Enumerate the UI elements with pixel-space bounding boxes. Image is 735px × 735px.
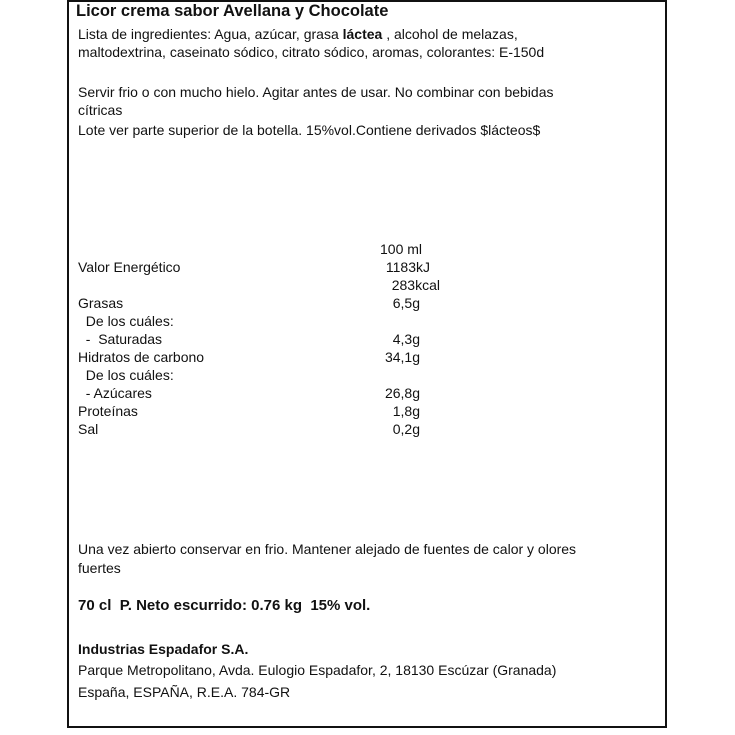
nutrition-value: 1,8g xyxy=(392,403,420,419)
nutrition-label: De los cuáles: xyxy=(78,367,174,383)
nutrition-header: 100 ml xyxy=(380,241,423,257)
nutrition-label: De los cuáles: xyxy=(78,313,174,329)
nutrition-label: Sal xyxy=(78,421,99,437)
product-title: Licor crema sabor Avellana y Chocolate xyxy=(76,2,389,20)
nutrition-value: 283kcal xyxy=(391,277,440,293)
nutrition-label: - Saturadas xyxy=(78,331,163,347)
storage-line-2: fuertes xyxy=(78,560,121,576)
company-name: Industrias Espadafor S.A. xyxy=(78,641,249,657)
nutrition-label: Proteínas xyxy=(78,403,138,419)
nutrition-value: 34,1g xyxy=(384,349,420,365)
storage-line-1: Una vez abierto conservar en frio. Mantener alejado de fuentes de calor y olores xyxy=(78,541,577,557)
nutrition-label: Grasas xyxy=(78,295,124,311)
nutrition-value: 26,8g xyxy=(384,385,420,401)
company-country: España, ESPAÑA, R.E.A. 784-GR xyxy=(78,684,291,700)
usage-line-3: Lote ver parte superior de la botella. 15%vol.Contiene derivados $lácteos$ xyxy=(78,122,541,138)
company-address: Parque Metropolitano, Avda. Eulogio Espadafor, 2, 18130 Escúzar (Granada) xyxy=(78,662,557,678)
ingredients-text-2: , alcohol de melazas, xyxy=(382,26,518,42)
ingredients-line-1 xyxy=(78,26,518,43)
net-content: 70 cl P. Neto escurrido: 0.76 kg 15% vol. xyxy=(78,597,371,614)
nutrition-value: 1183kJ xyxy=(385,259,430,275)
nutrition-value: 6,5g xyxy=(392,295,420,311)
usage-line-1: Servir frio o con mucho hielo. Agitar antes de usar. No combinar con bebidas xyxy=(78,84,554,100)
ingredients-bold-word: láctea xyxy=(342,26,383,42)
ingredients-text-1: Lista de ingredientes: Agua, azúcar, grasa xyxy=(78,26,343,42)
usage-line-2: cítricas xyxy=(78,102,123,118)
nutrition-label: Hidratos de carbono xyxy=(78,349,205,365)
nutrition-value: 0,2g xyxy=(392,421,420,437)
nutrition-value: 4,3g xyxy=(392,331,420,347)
nutrition-label: - Azúcares xyxy=(78,385,152,401)
ingredients-line-2: maltodextrina, caseinato sódico, citrato sódico, aromas, colorantes: E-150d xyxy=(78,44,545,60)
nutrition-label: Valor Energético xyxy=(78,259,181,275)
